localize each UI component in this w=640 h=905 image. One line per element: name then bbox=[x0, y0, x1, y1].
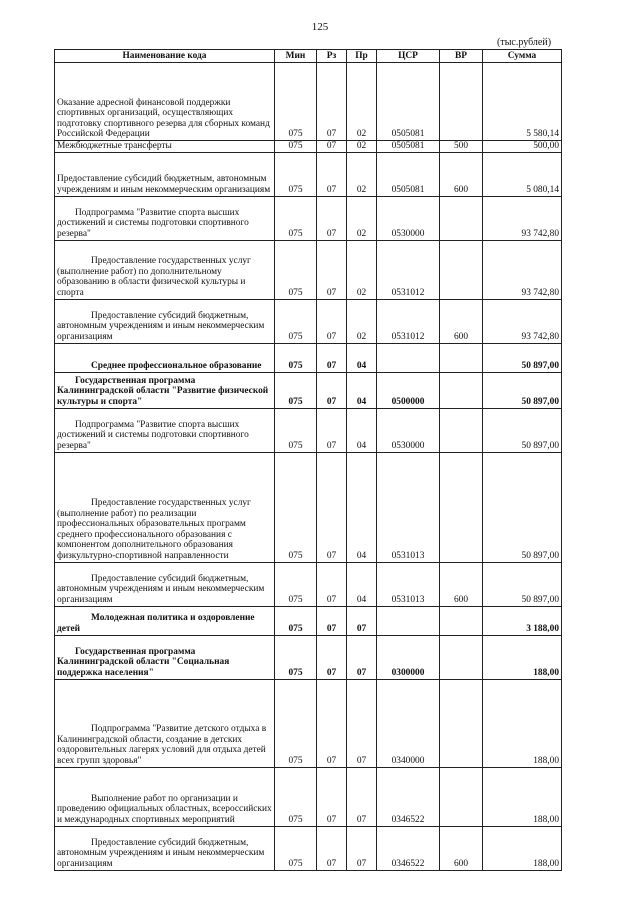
row-name-cell: Предоставление субсидий бюджетным, автономным учреждениям и иным некоммерческим организациям bbox=[55, 826, 275, 870]
row-min-cell: 075 bbox=[275, 63, 317, 141]
row-name-cell: Выполнение работ по организации и проведению официальных областных, всероссийских и международных спортивных мероприятий bbox=[55, 767, 275, 826]
row-vr-cell bbox=[440, 767, 483, 826]
row-pr-cell: 04 bbox=[347, 452, 377, 562]
row-name-cell: Подпрограмма "Развитие спорта высших достижений и системы подготовки спортивного резерва" bbox=[55, 196, 275, 240]
row-vr-cell: 600 bbox=[440, 826, 483, 870]
row-pr-cell: 04 bbox=[347, 408, 377, 452]
row-csr-cell: 0500000 bbox=[377, 372, 440, 408]
row-csr-cell: 0505081 bbox=[377, 152, 440, 196]
row-name-cell: Предоставление государственных услуг (выполнение работ) по реализации профессиональных образовательных программ среднего профессионального образования с компонентом дополнительного образования физкультурно-спортивной направленности bbox=[55, 452, 275, 562]
row-sum-cell: 188,00 bbox=[483, 826, 562, 870]
row-sum-cell: 93 742,80 bbox=[483, 196, 562, 240]
row-rz-cell: 07 bbox=[317, 408, 347, 452]
row-rz-cell: 07 bbox=[317, 196, 347, 240]
row-sum-cell: 50 897,00 bbox=[483, 343, 562, 372]
row-min-cell: 075 bbox=[275, 240, 317, 299]
row-sum-cell: 93 742,80 bbox=[483, 299, 562, 343]
table-row bbox=[55, 372, 562, 408]
row-vr-cell bbox=[440, 196, 483, 240]
row-vr-cell bbox=[440, 372, 483, 408]
row-rz-cell: 07 bbox=[317, 826, 347, 870]
table-row bbox=[55, 141, 562, 153]
header-row bbox=[55, 50, 562, 63]
budget-table bbox=[54, 49, 562, 871]
row-sum-cell: 50 897,00 bbox=[483, 562, 562, 606]
row-name-cell: Подпрограмма "Развитие детского отдыха в Калининградской области, создание в детских оздоровительных лагерях условий для отдыха детей всех групп здоровья" bbox=[55, 679, 275, 767]
row-vr-cell bbox=[440, 343, 483, 372]
table-row bbox=[55, 240, 562, 299]
row-min-cell: 075 bbox=[275, 635, 317, 679]
row-csr-cell: 0346522 bbox=[377, 767, 440, 826]
row-min-cell: 075 bbox=[275, 767, 317, 826]
row-pr-cell: 07 bbox=[347, 826, 377, 870]
table-row bbox=[55, 299, 562, 343]
row-vr-cell bbox=[440, 408, 483, 452]
row-name-cell: Оказание адресной финансовой поддержки спортивных организаций, осуществляющих подготовку спортивного резерва для сборных команд Российской Федерации bbox=[55, 63, 275, 141]
row-min-cell: 075 bbox=[275, 152, 317, 196]
row-min-cell: 075 bbox=[275, 826, 317, 870]
row-vr-cell: 500 bbox=[440, 141, 483, 153]
row-pr-cell: 02 bbox=[347, 299, 377, 343]
row-pr-cell: 02 bbox=[347, 63, 377, 141]
col-header-name: Наименование кода bbox=[55, 50, 275, 63]
table-row bbox=[55, 679, 562, 767]
row-rz-cell: 07 bbox=[317, 372, 347, 408]
row-sum-cell: 93 742,80 bbox=[483, 240, 562, 299]
row-csr-cell: 0531013 bbox=[377, 562, 440, 606]
row-rz-cell: 07 bbox=[317, 606, 347, 635]
row-csr-cell: 0531012 bbox=[377, 240, 440, 299]
row-pr-cell: 04 bbox=[347, 562, 377, 606]
table-row bbox=[55, 635, 562, 679]
row-sum-cell: 5 580,14 bbox=[483, 63, 562, 141]
row-pr-cell: 02 bbox=[347, 240, 377, 299]
row-csr-cell: 0530000 bbox=[377, 408, 440, 452]
row-min-cell: 075 bbox=[275, 452, 317, 562]
col-header-pr: Пр bbox=[347, 50, 377, 63]
row-sum-cell: 5 080,14 bbox=[483, 152, 562, 196]
row-sum-cell: 50 897,00 bbox=[483, 408, 562, 452]
row-rz-cell: 07 bbox=[317, 299, 347, 343]
row-rz-cell: 07 bbox=[317, 152, 347, 196]
units-label: (тыс.рублей) bbox=[497, 37, 552, 48]
row-csr-cell: 0531012 bbox=[377, 299, 440, 343]
row-pr-cell: 07 bbox=[347, 606, 377, 635]
table-row bbox=[55, 562, 562, 606]
row-csr-cell bbox=[377, 606, 440, 635]
row-min-cell: 075 bbox=[275, 408, 317, 452]
row-vr-cell bbox=[440, 635, 483, 679]
row-name-cell: Государственная программа Калининградской области "Развитие физической культуры и спорта" bbox=[55, 372, 275, 408]
row-vr-cell bbox=[440, 63, 483, 141]
row-pr-cell: 07 bbox=[347, 635, 377, 679]
row-pr-cell: 04 bbox=[347, 343, 377, 372]
row-pr-cell: 02 bbox=[347, 196, 377, 240]
row-name-cell: Государственная программа Калининградской области "Социальная поддержка населения" bbox=[55, 635, 275, 679]
row-min-cell: 075 bbox=[275, 372, 317, 408]
row-csr-cell: 0505081 bbox=[377, 141, 440, 153]
table-row bbox=[55, 196, 562, 240]
col-header-rz: Рз bbox=[317, 50, 347, 63]
row-name-cell: Предоставление субсидий бюджетным, автономным учреждениям и иным некоммерческим организациям bbox=[55, 299, 275, 343]
row-csr-cell: 0346522 bbox=[377, 826, 440, 870]
row-sum-cell: 50 897,00 bbox=[483, 452, 562, 562]
row-min-cell: 075 bbox=[275, 196, 317, 240]
row-name-cell: Подпрограмма "Развитие спорта высших достижений и системы подготовки спортивного резерва" bbox=[55, 408, 275, 452]
col-header-sum: Сумма bbox=[483, 50, 562, 63]
row-vr-cell: 600 bbox=[440, 299, 483, 343]
col-header-min: Мин bbox=[275, 50, 317, 63]
row-vr-cell: 600 bbox=[440, 562, 483, 606]
row-sum-cell: 3 188,00 bbox=[483, 606, 562, 635]
row-rz-cell: 07 bbox=[317, 452, 347, 562]
row-vr-cell bbox=[440, 679, 483, 767]
row-rz-cell: 07 bbox=[317, 240, 347, 299]
table-row bbox=[55, 63, 562, 141]
row-csr-cell: 0505081 bbox=[377, 63, 440, 141]
row-csr-cell: 0530000 bbox=[377, 196, 440, 240]
page-number: 125 bbox=[311, 21, 329, 33]
row-name-cell: Молодежная политика и оздоровление детей bbox=[55, 606, 275, 635]
row-vr-cell bbox=[440, 452, 483, 562]
row-rz-cell: 07 bbox=[317, 767, 347, 826]
col-header-csr: ЦСР bbox=[377, 50, 440, 63]
table-row bbox=[55, 767, 562, 826]
row-sum-cell: 188,00 bbox=[483, 635, 562, 679]
col-header-vr: ВР bbox=[440, 50, 483, 63]
row-vr-cell bbox=[440, 606, 483, 635]
row-pr-cell: 07 bbox=[347, 679, 377, 767]
row-rz-cell: 07 bbox=[317, 343, 347, 372]
row-csr-cell: 0340000 bbox=[377, 679, 440, 767]
row-name-cell: Межбюджетные трансферты bbox=[55, 141, 275, 153]
row-pr-cell: 04 bbox=[347, 372, 377, 408]
row-pr-cell: 02 bbox=[347, 141, 377, 153]
row-name-cell: Предоставление субсидий бюджетным, автономным учреждениям и иным некоммерческим организациям bbox=[55, 152, 275, 196]
table-row bbox=[55, 826, 562, 870]
row-sum-cell: 188,00 bbox=[483, 679, 562, 767]
row-sum-cell: 500,00 bbox=[483, 141, 562, 153]
row-rz-cell: 07 bbox=[317, 141, 347, 153]
row-rz-cell: 07 bbox=[317, 562, 347, 606]
row-vr-cell: 600 bbox=[440, 152, 483, 196]
row-min-cell: 075 bbox=[275, 299, 317, 343]
row-rz-cell: 07 bbox=[317, 63, 347, 141]
row-min-cell: 075 bbox=[275, 679, 317, 767]
row-rz-cell: 07 bbox=[317, 679, 347, 767]
row-csr-cell: 0531013 bbox=[377, 452, 440, 562]
row-sum-cell: 188,00 bbox=[483, 767, 562, 826]
row-vr-cell bbox=[440, 240, 483, 299]
row-sum-cell: 50 897,00 bbox=[483, 372, 562, 408]
row-pr-cell: 02 bbox=[347, 152, 377, 196]
table-row bbox=[55, 152, 562, 196]
row-csr-cell: 0300000 bbox=[377, 635, 440, 679]
row-name-cell: Среднее профессиональное образование bbox=[55, 343, 275, 372]
table-row bbox=[55, 343, 562, 372]
row-min-cell: 075 bbox=[275, 343, 317, 372]
row-min-cell: 075 bbox=[275, 562, 317, 606]
row-name-cell: Предоставление субсидий бюджетным, автономным учреждениям и иным некоммерческим организациям bbox=[55, 562, 275, 606]
row-pr-cell: 07 bbox=[347, 767, 377, 826]
row-name-cell: Предоставление государственных услуг (выполнение работ) по дополнительному образованию в области физической культуры и спорта bbox=[55, 240, 275, 299]
table-row bbox=[55, 452, 562, 562]
row-min-cell: 075 bbox=[275, 606, 317, 635]
table-row bbox=[55, 606, 562, 635]
row-min-cell: 075 bbox=[275, 141, 317, 153]
row-csr-cell bbox=[377, 343, 440, 372]
table-row bbox=[55, 408, 562, 452]
row-rz-cell: 07 bbox=[317, 635, 347, 679]
